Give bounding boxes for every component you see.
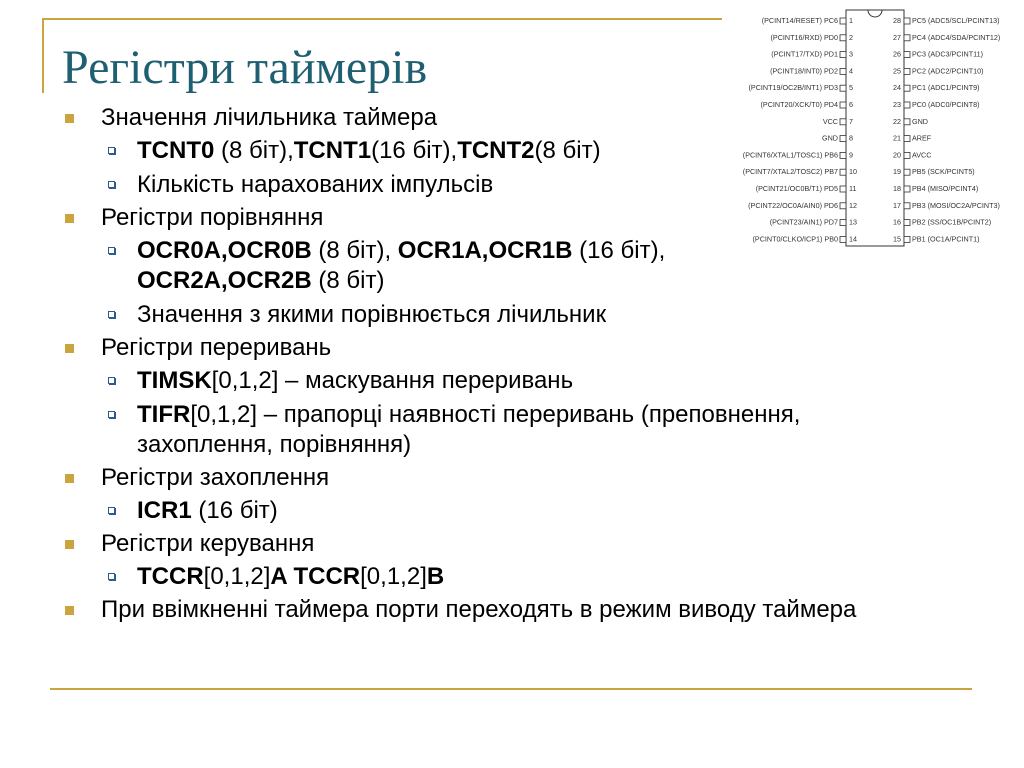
- sub-bullet-tccr: [64, 562, 964, 592]
- chip-pin-label-left: (PCINT19/OC2B/INT1) PD3: [748, 83, 838, 93]
- text: (16 біт),: [371, 137, 458, 164]
- square-bullet-icon: [65, 540, 74, 549]
- reg-tccr: TCCR: [137, 563, 204, 590]
- chip-pin-label-right: AVCC: [912, 150, 932, 160]
- text: (8 біт),: [311, 237, 398, 264]
- sub-bullet-ocr: [64, 236, 964, 296]
- bullet-timer-port-mode: [64, 596, 964, 624]
- slide-content: [64, 104, 964, 624]
- bullet-interrupt-registers: [64, 334, 964, 362]
- text: (8 біт),: [214, 137, 294, 164]
- chip-pin-label-right: PB4 (MISO/PCINT4): [912, 184, 979, 193]
- sub-bullet-compare-values: [64, 300, 964, 330]
- checkbox-bullet-icon: [108, 411, 115, 418]
- text: (16 біт),: [572, 237, 666, 264]
- chip-pin-number: 9: [849, 150, 853, 160]
- text: [0,1,2] – прапорці наявності переривань (преповнення,: [190, 401, 801, 428]
- chip-pin-label-right: PB5 (SCK/PCINT5): [912, 167, 975, 177]
- chip-pin-number: 5: [849, 83, 853, 93]
- chip-pin-number: 11: [849, 184, 857, 193]
- text: захоплення, порівняння): [137, 431, 412, 458]
- reg-timsk: TIMSK: [137, 367, 212, 394]
- chip-pin-number: 28: [893, 16, 901, 25]
- text: [0,1,2]: [203, 563, 271, 590]
- chip-pin-number: 13: [849, 217, 857, 227]
- reg-tccr-b: B: [426, 563, 445, 590]
- chip-pin-pad: [904, 35, 910, 41]
- square-bullet-icon: [65, 344, 74, 353]
- chip-pin-number: 27: [893, 32, 901, 42]
- chip-pin-pad: [904, 85, 910, 91]
- checkbox-bullet-icon: [108, 573, 115, 580]
- text: [0,1,2] – маскування переривань: [211, 367, 574, 394]
- chip-pin-pad: [904, 18, 910, 24]
- bullet-compare-registers: [64, 204, 964, 232]
- chip-pin-label-left: (PCINT16/RXD) PD0: [770, 32, 838, 42]
- square-bullet-icon: [65, 474, 74, 483]
- checkbox-bullet-icon: [108, 377, 115, 384]
- bullet-text: Регістри переривань: [101, 334, 332, 361]
- sub-bullet-timsk: [64, 366, 964, 396]
- sub-bullet-tcnt: [64, 133, 964, 166]
- chip-pin-label-left: VCC: [822, 116, 838, 126]
- chip-pin-label-right: PC0 (ADC0/PCINT8): [912, 100, 980, 109]
- reg-tccr-a: A TCCR: [270, 563, 361, 590]
- chip-pin-label-left: (PCINT20/XCK/T0) PD4: [760, 100, 838, 109]
- chip-pin-pad: [904, 68, 910, 74]
- chip-pin-label-left: GND: [822, 133, 838, 143]
- chip-pin-number: 20: [893, 150, 901, 160]
- text: (8 біт): [311, 267, 385, 294]
- chip-pin-number: 4: [849, 66, 853, 76]
- chip-pin-number: 12: [849, 200, 857, 210]
- chip-pin-number: 16: [893, 217, 901, 227]
- chip-pin-pad: [840, 18, 846, 24]
- chip-pin-label-right: PB2 (SS/OC1B/PCINT2): [912, 217, 992, 227]
- slide-title: Регістри таймерів: [62, 41, 428, 94]
- chip-pin-label-right: PC2 (ADC2/PCINT10): [912, 66, 984, 76]
- footer-accent-line: [50, 688, 972, 690]
- chip-pin-number: 26: [893, 49, 901, 59]
- title-accent-line-vertical: [42, 18, 44, 93]
- chip-pin-label-left: (PCINT17/TXD) PD1: [771, 49, 838, 59]
- reg-ocr1: OCR1A,OCR1B: [397, 237, 573, 264]
- checkbox-bullet-icon: [108, 181, 115, 188]
- chip-pin-label-left: (PCINT6/XTAL1/TOSC1) PB6: [742, 150, 838, 160]
- sub-bullet-tifr: [64, 400, 964, 460]
- chip-pin-label-right: GND: [912, 116, 928, 126]
- reg-tcnt1: TCNT1: [293, 137, 372, 164]
- chip-pin-pad: [840, 85, 846, 91]
- reg-ocr0: OCR0A,OCR0B: [137, 237, 312, 264]
- sub-bullet-icr1: [64, 496, 964, 526]
- square-bullet-icon: [65, 606, 74, 615]
- bullet-text: Значення лічильника таймера: [101, 104, 438, 131]
- bullet-text: Регістри порівняння: [101, 204, 324, 231]
- chip-pin-pad: [904, 52, 910, 58]
- bullet-text: Значення з якими порівнюється лічильник: [137, 301, 607, 328]
- chip-pin-number: 14: [849, 234, 857, 244]
- chip-pin-number: 22: [893, 116, 901, 126]
- chip-pin-number: 19: [893, 167, 901, 177]
- bullet-text: Регістри захоплення: [101, 464, 330, 491]
- chip-pin-number: 7: [849, 116, 853, 126]
- title-accent-line-horizontal: [42, 18, 722, 20]
- chip-pin-label-right: AREF: [912, 133, 932, 143]
- chip-pin-label-right: PB3 (MOSI/OC2A/PCINT3): [912, 200, 1000, 210]
- bullet-text: Регістри керування: [101, 530, 315, 557]
- chip-pin-number: 1: [849, 16, 853, 25]
- chip-pin-label-right: PC1 (ADC1/PCINT9): [912, 83, 980, 93]
- chip-pin-label-left: (PCINT0/CLKO/ICP1) PB0: [752, 234, 838, 244]
- chip-pin-number: 18: [893, 184, 901, 193]
- chip-pin-label-left: (PCINT22/OC0A/AIN0) PD6: [748, 200, 838, 210]
- bullet-text: Кількість нарахованих імпульсів: [137, 171, 494, 198]
- chip-pin-number: 3: [849, 49, 853, 59]
- chip-pin-number: 8: [849, 133, 853, 143]
- square-bullet-icon: [65, 114, 74, 123]
- chip-pin-number: 21: [893, 133, 901, 143]
- reg-tifr: TIFR: [137, 401, 191, 428]
- chip-pin-label-left: (PCINT7/XTAL2/TOSC2) PB7: [742, 167, 838, 177]
- chip-pin-number: 2: [849, 32, 853, 42]
- bullet-control-registers: [64, 530, 964, 558]
- reg-ocr2: OCR2A,OCR2B: [137, 267, 312, 294]
- text: (8 біт): [534, 137, 601, 164]
- chip-pin-pad: [840, 35, 846, 41]
- chip-pin-number: 6: [849, 100, 853, 109]
- checkbox-bullet-icon: [108, 147, 115, 154]
- chip-pin-label-left: (PCINT14/RESET) PC6: [761, 16, 838, 25]
- chip-pin-label-left: (PCINT18/INT0) PD2: [770, 66, 838, 76]
- sub-bullet-pulse-count: [64, 170, 964, 200]
- chip-pin-label-right: PC5 (ADC5/SCL/PCINT13): [912, 16, 1000, 25]
- chip-pin-label-left: (PCINT21/OC0B/T1) PD5: [755, 184, 838, 193]
- chip-pin-number: 17: [893, 200, 901, 210]
- chip-pin-number: 25: [893, 66, 901, 76]
- checkbox-bullet-icon: [108, 507, 115, 514]
- chip-pin-pad: [840, 52, 846, 58]
- chip-pin-label-left: (PCINT23/AIN1) PD7: [769, 217, 838, 227]
- chip-pin-label-right: PB1 (OC1A/PCINT1): [912, 234, 980, 244]
- reg-icr1: ICR1: [137, 497, 192, 524]
- bullet-capture-registers: [64, 464, 964, 492]
- chip-pin-number: 24: [893, 83, 901, 93]
- bullet-timer-counter-value: [64, 104, 964, 132]
- chip-pin-label-right: PC3 (ADC3/PCINT11): [912, 49, 983, 59]
- checkbox-bullet-icon: [108, 247, 115, 254]
- chip-pin-pad: [840, 68, 846, 74]
- chip-pin-number: 23: [893, 100, 901, 109]
- chip-pin-number: 15: [893, 234, 901, 244]
- chip-pin-number: 10: [849, 167, 857, 177]
- reg-tcnt0: TCNT0: [137, 137, 215, 164]
- text: (16 біт): [191, 497, 278, 524]
- chip-pin-label-right: PC4 (ADC4/SDA/PCINT12): [912, 32, 1001, 42]
- bullet-text: При ввімкненні таймера порти переходять в режим виводу таймера: [101, 596, 857, 623]
- text: [0,1,2]: [360, 563, 427, 590]
- square-bullet-icon: [65, 214, 74, 223]
- checkbox-bullet-icon: [108, 311, 115, 318]
- reg-tcnt2: TCNT2: [457, 137, 535, 164]
